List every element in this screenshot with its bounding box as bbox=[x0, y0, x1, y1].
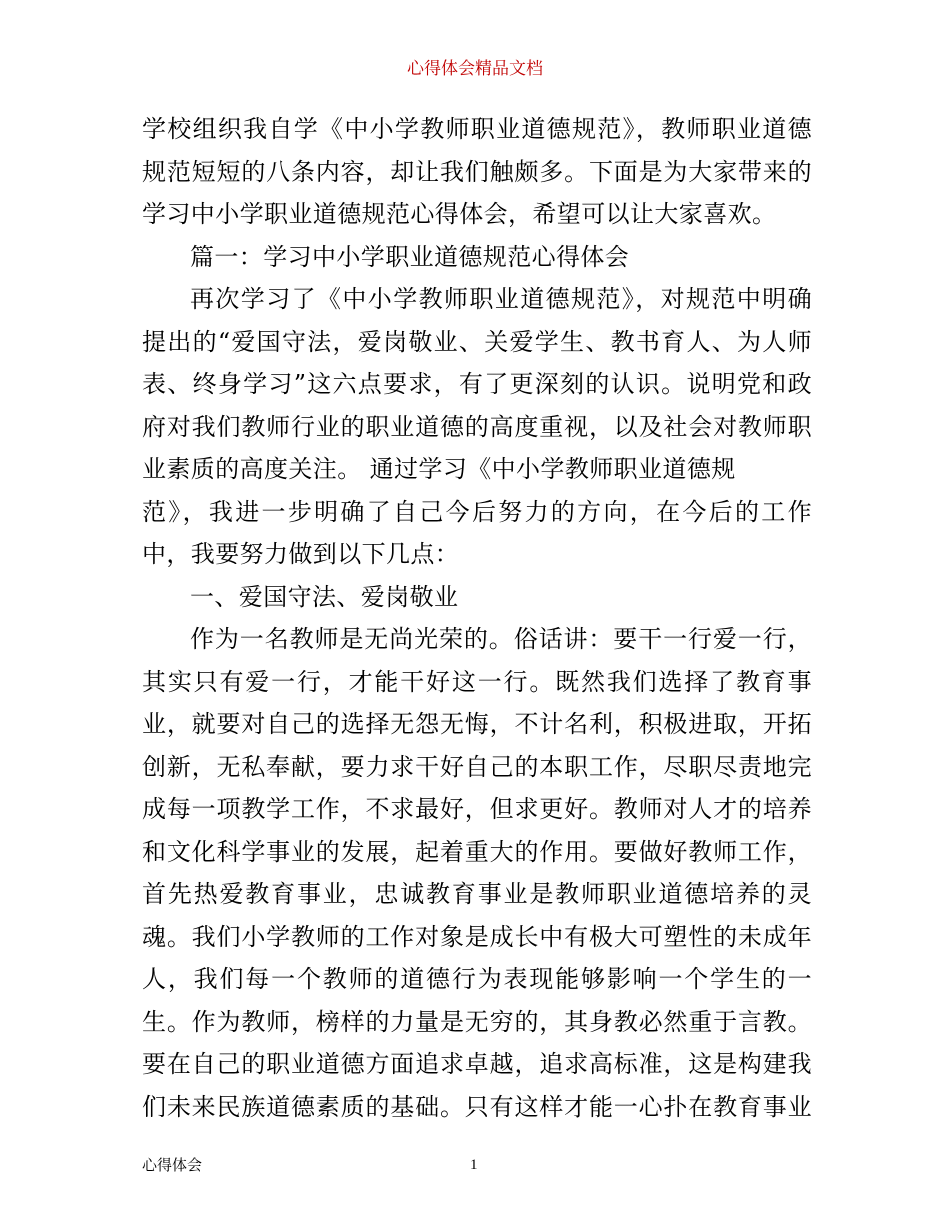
body-line: 学校组织我自学《中小学教师职业道德规范》，教师职业道德 bbox=[142, 115, 812, 143]
page-number: 1 bbox=[470, 1157, 478, 1173]
body-line: 作为一名教师是无尚光荣的。俗话讲：要干一行爱一行， bbox=[190, 625, 812, 653]
page-header-title: 心得体会精品文档 bbox=[407, 59, 543, 79]
body-line: 生。作为教师，榜样的力量是无穷的，其身教必然重于言教。 bbox=[142, 1007, 812, 1036]
body-line: 们未来民族道德素质的基础。只有这样才能一心扑在教育事业 bbox=[142, 1092, 812, 1121]
body-line: 魂。我们小学教师的工作对象是成长中有极大可塑性的未成年 bbox=[142, 922, 812, 951]
body-line: 和文化科学事业的发展，起着重大的作用。要做好教师工作， bbox=[142, 837, 812, 866]
body-line: 中，我要努力做到以下几点： bbox=[142, 540, 460, 568]
body-line: 创新，无私奉献，要力求干好自己的本职工作，尽职尽责地完 bbox=[142, 752, 812, 781]
section-heading: 篇一：学习中小学职业道德规范心得体会 bbox=[190, 242, 630, 271]
body-line: 表、终身学习”这六点要求，有了更深刻的认识。说明党和政 bbox=[142, 370, 812, 398]
body-line: 要在自己的职业道德方面追求卓越，追求高标准，这是构建我 bbox=[142, 1050, 812, 1078]
body-line: 成每一项教学工作，不求最好，但求更好。教师对人才的培养 bbox=[142, 795, 812, 823]
body-line: 提出的“爱国守法，爱岗敬业、关爱学生、教书育人、为人师 bbox=[142, 327, 812, 356]
body-line: 府对我们教师行业的职业道德的高度重视，以及社会对教师职 bbox=[142, 412, 812, 441]
body-line: 再次学习了《中小学教师职业道德规范》，对规范中明确 bbox=[190, 285, 812, 313]
footer-label: 心得体会 bbox=[142, 1156, 203, 1174]
page-footer bbox=[0, 1154, 950, 1176]
body-line: 学习中小学职业道德规范心得体会，希望可以让大家喜欢。 bbox=[142, 200, 777, 228]
subsection-heading: 一、爱国守法、爱岗敬业 bbox=[190, 582, 459, 611]
body-line: 范》，我进一步明确了自己今后努力的方向，在今后的工作 bbox=[142, 497, 812, 526]
body-line: 规范短短的八条内容，却让我们触颇多。下面是为大家带来的 bbox=[142, 157, 812, 186]
body-line: 人，我们每一个教师的道德行为表现能够影响一个学生的一 bbox=[142, 965, 812, 993]
body-line: 首先热爱教育事业，忠诚教育事业是教师职业道德培养的灵 bbox=[142, 880, 812, 908]
body-line: 业素质的高度关注。 通过学习《中小学教师职业道德规 bbox=[142, 455, 736, 483]
body-line: 业，就要对自己的选择无怨无悔，不计名利，积极进取，开拓 bbox=[142, 710, 812, 738]
document-body bbox=[142, 108, 812, 1128]
body-line: 其实只有爱一行，才能干好这一行。既然我们选择了教育事 bbox=[142, 667, 812, 696]
